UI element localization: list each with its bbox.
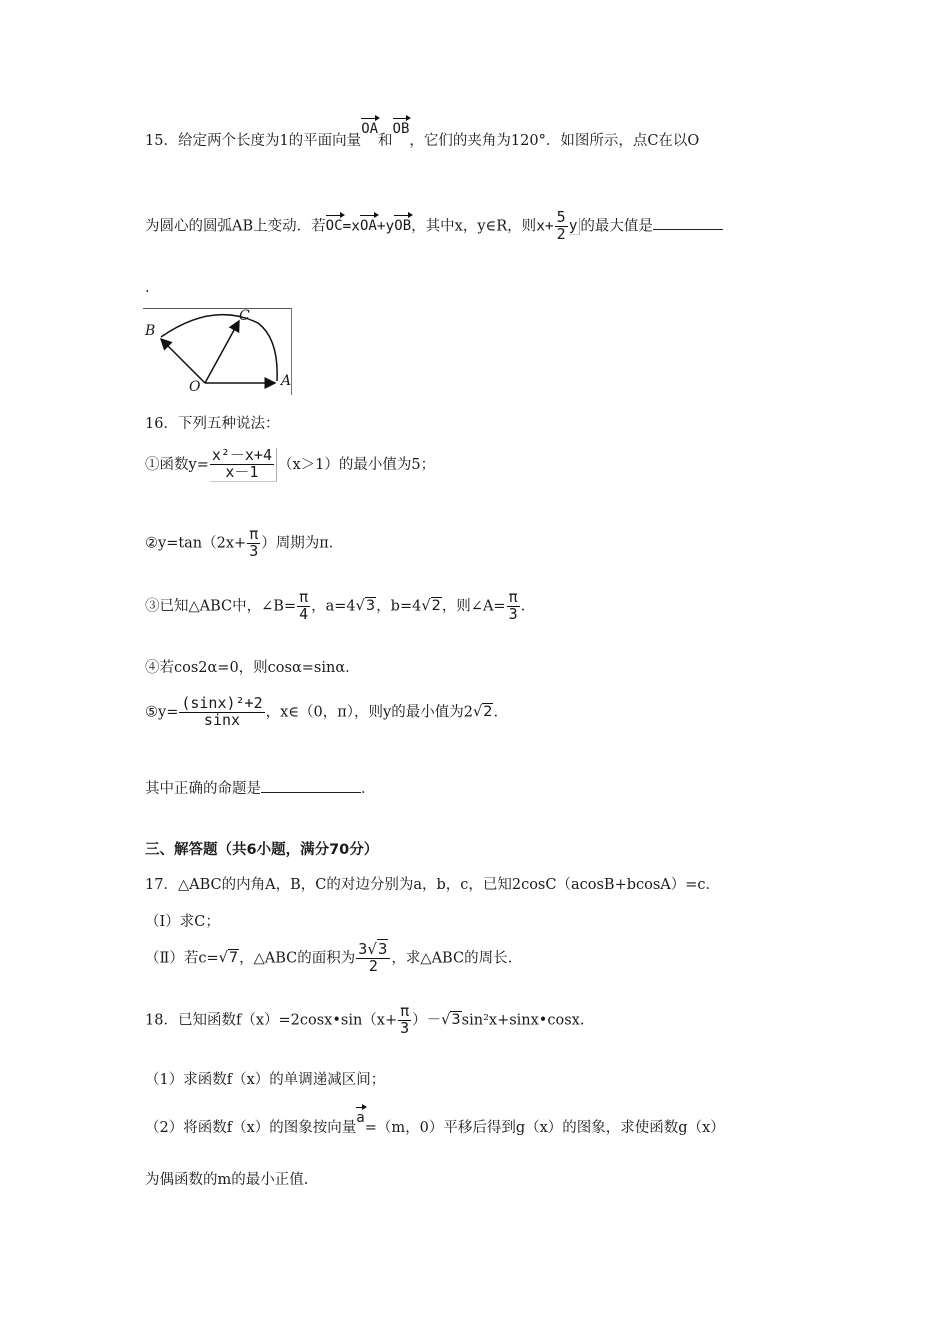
- sqrt-2-b: √2: [472, 704, 493, 721]
- q16-statement-5: ⑤y= $\frac{\text{(sinx)²+2}}{\sin x}$ ，x∈（0，π），则y的最小值为2√2.: [145, 694, 499, 729]
- sqrt-3-b: √3: [441, 1012, 461, 1029]
- q15-text: 的最大值是: [580, 218, 653, 235]
- vector-oa: OA: [361, 116, 378, 137]
- q15-eq: +y: [376, 218, 395, 235]
- vector-arc-diagram: [143, 309, 291, 395]
- sqrt-3: √3: [355, 598, 376, 615]
- answer-blank: [653, 228, 723, 230]
- arc-ab: [161, 315, 277, 381]
- vector-ob: OB: [393, 116, 410, 137]
- arc-figure: [143, 308, 292, 395]
- fraction-s5: $\frac{\text{(sinx)²+2}}{\sin x}$: [181, 694, 263, 729]
- vector-oa-2: OA: [360, 213, 377, 234]
- answer-blank: [261, 791, 361, 793]
- fraction-s1: $\frac{\text{x²－x+4}}{x-1}$: [210, 448, 277, 482]
- fraction-pi-3-c: $\frac{\pi}{3}$: [400, 1002, 410, 1037]
- label-b: B: [145, 323, 156, 339]
- q15-line-3: ．: [145, 280, 160, 296]
- q18-part-2: （2）将函数f（x）的图象按向量a=（m，0）平移后得到g（x）的图象，求使函数g（x）: [145, 1115, 725, 1137]
- fraction-pi-4: $\frac{\pi}{4}$: [299, 588, 309, 623]
- vector-a: a: [356, 1105, 364, 1126]
- q18-stem: 18．已知函数f（x）=2cosx•sin（x+ $\frac{\pi}{3}$ ）－√3sin²x+sinx•cosx.: [145, 1002, 585, 1037]
- label-c: C: [239, 308, 250, 324]
- q15-eq: =x: [342, 218, 360, 235]
- fraction-pi-3-b: $\frac{\pi}{3}$: [508, 588, 518, 623]
- sqrt-2: √2: [421, 598, 441, 615]
- fraction-5-2: $\frac{5}{2}$: [556, 208, 566, 243]
- q15-line-1: [145, 121, 700, 150]
- q15-line-2: [145, 210, 723, 243]
- vector-oc-arrow: [205, 321, 239, 383]
- q15-text: 为圆心的圆弧AB上变动．若: [145, 218, 326, 235]
- q15-and: 和: [378, 133, 393, 149]
- q17-part-1: （Ⅰ）求C；: [145, 914, 220, 930]
- q16-statement-3: ③已知△ABC中，∠B= $\frac{\pi}{4}$ ，a=4√3，b=4√2，则∠A= $\frac{\pi}{3}$ .: [145, 588, 526, 623]
- fraction-3sqrt3-2: $\frac{3√3}{2}$: [356, 942, 390, 975]
- vector-ob-arrow: [161, 339, 205, 383]
- q15-text: 15．给定两个长度为1的平面向量: [145, 133, 362, 149]
- vector-oc: OC: [326, 213, 343, 234]
- q17-part-2: （Ⅱ）若c=√7，△ABC的面积为 $\frac{3√3}{2}$ ，求△ABC的周长.: [145, 940, 513, 975]
- sqrt-7: √7: [218, 950, 239, 967]
- q15-text: ，其中x，y∈R，则: [411, 218, 537, 235]
- q18-part-1: （1）求函数f（x）的单调递减区间；: [145, 1072, 386, 1088]
- q15-expr: x+: [536, 218, 554, 235]
- q16-intro: 16．下列五种说法：: [145, 416, 280, 432]
- q16-statement-2: ②y=tan（2x+ $\frac{\pi}{3}$ ）周期为π．: [145, 525, 344, 560]
- label-a: A: [281, 373, 292, 389]
- q17-stem: 17．△ABC的内角A，B，C的对边分别为a，b，c，已知2cosC（acosB+bcosA）=c．: [145, 877, 721, 893]
- q16-statement-4: ④若cos2α=0，则cosα=sinα．: [145, 660, 360, 676]
- vector-ob-2: OB: [394, 213, 411, 234]
- q15-text: ，它们的夹角为120°．如图所示，点C在以O: [409, 133, 700, 149]
- section-title: 三、解答题（共6小题，满分70分）: [145, 842, 379, 858]
- q15-expr: y: [569, 218, 581, 235]
- fraction-pi-3: $\frac{\pi}{3}$: [249, 525, 259, 560]
- q16-statement-1: ①函数y= $\frac{\text{x²－x+4}}{x-1}$ （x＞1）的最小值为5；: [145, 446, 436, 481]
- label-o: O: [189, 379, 201, 395]
- q18-part-2-cont: 为偶函数的m的最小正值.: [145, 1172, 309, 1188]
- q16-answer: 其中正确的命题是 ．: [145, 781, 376, 797]
